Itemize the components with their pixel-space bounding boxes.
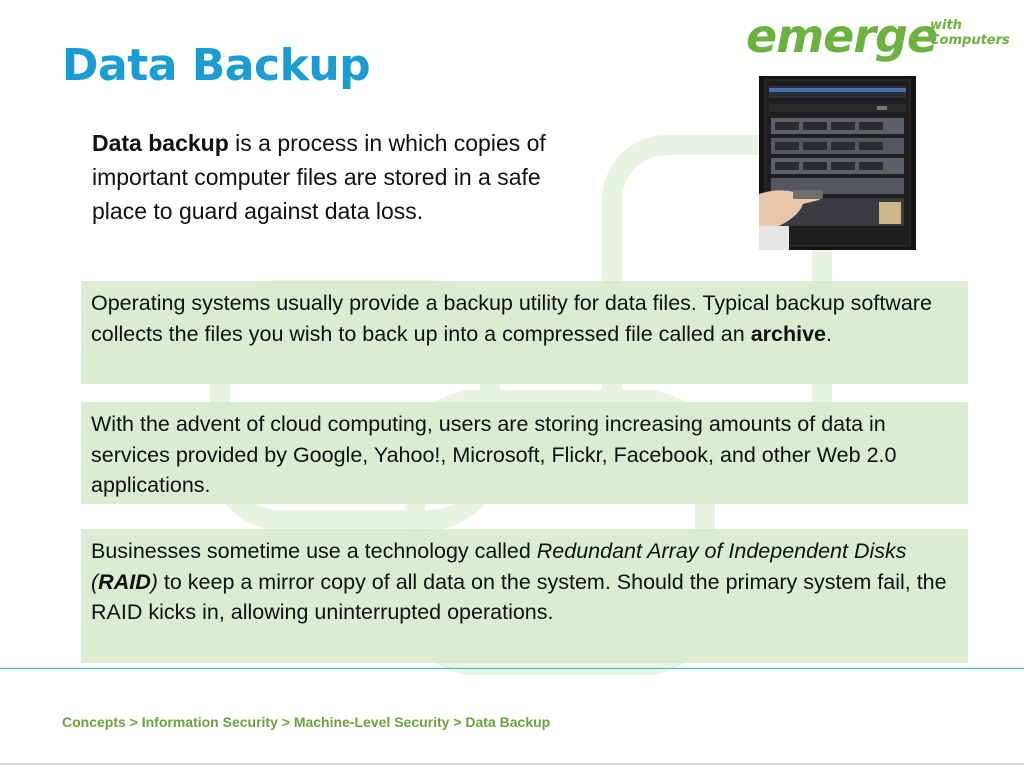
- logo-subtitle: [930, 18, 1010, 48]
- info-box-backup-utility: [81, 281, 968, 384]
- box-text-part: Operating systems usually provide a backup utility for data files. Typical backup software collects the files you wish to back up into a compressed file called an: [91, 291, 932, 346]
- term-raid: RAID: [98, 569, 151, 594]
- logo-computers: Computers: [930, 33, 1010, 48]
- box-text: [91, 536, 958, 628]
- box-text-part: Redundant Array of Independent Disks (: [91, 539, 907, 594]
- footer-divider: [0, 668, 1024, 669]
- breadcrumb: Concepts > Information Security > Machine-Level Security > Data Backup: [62, 714, 551, 730]
- box-text: [91, 288, 958, 349]
- logo-wordmark: emerge: [746, 9, 938, 63]
- box-text-part: to keep a mirror copy of all data on the system. Should the primary system fail, the RAID kicks in, allowing uninterrupted operations.: [91, 569, 947, 624]
- term-data-backup: Data backup: [92, 130, 229, 156]
- logo-with: with: [930, 18, 962, 33]
- server-rack-photo: [759, 76, 916, 250]
- box-text-part: Businesses sometime use a technology called: [91, 539, 537, 563]
- intro-definition: [92, 126, 552, 228]
- box-text: With the advent of cloud computing, users are storing increasing amounts of data in services provided by Google, Yahoo!, Microsoft, Flickr, Facebook, and other Web 2.0 applications.: [91, 412, 897, 497]
- info-box-cloud-computing: [81, 402, 968, 504]
- bottom-divider: [0, 763, 1024, 765]
- page-title: Data Backup: [62, 40, 371, 91]
- info-box-raid: [81, 529, 968, 663]
- box-text-part: .: [826, 321, 832, 346]
- box-text-part: ): [150, 569, 158, 594]
- intro-text: is a process in which copies of important computer files are stored in a safe place to guard against data loss.: [92, 130, 546, 224]
- term-archive: archive: [750, 321, 826, 346]
